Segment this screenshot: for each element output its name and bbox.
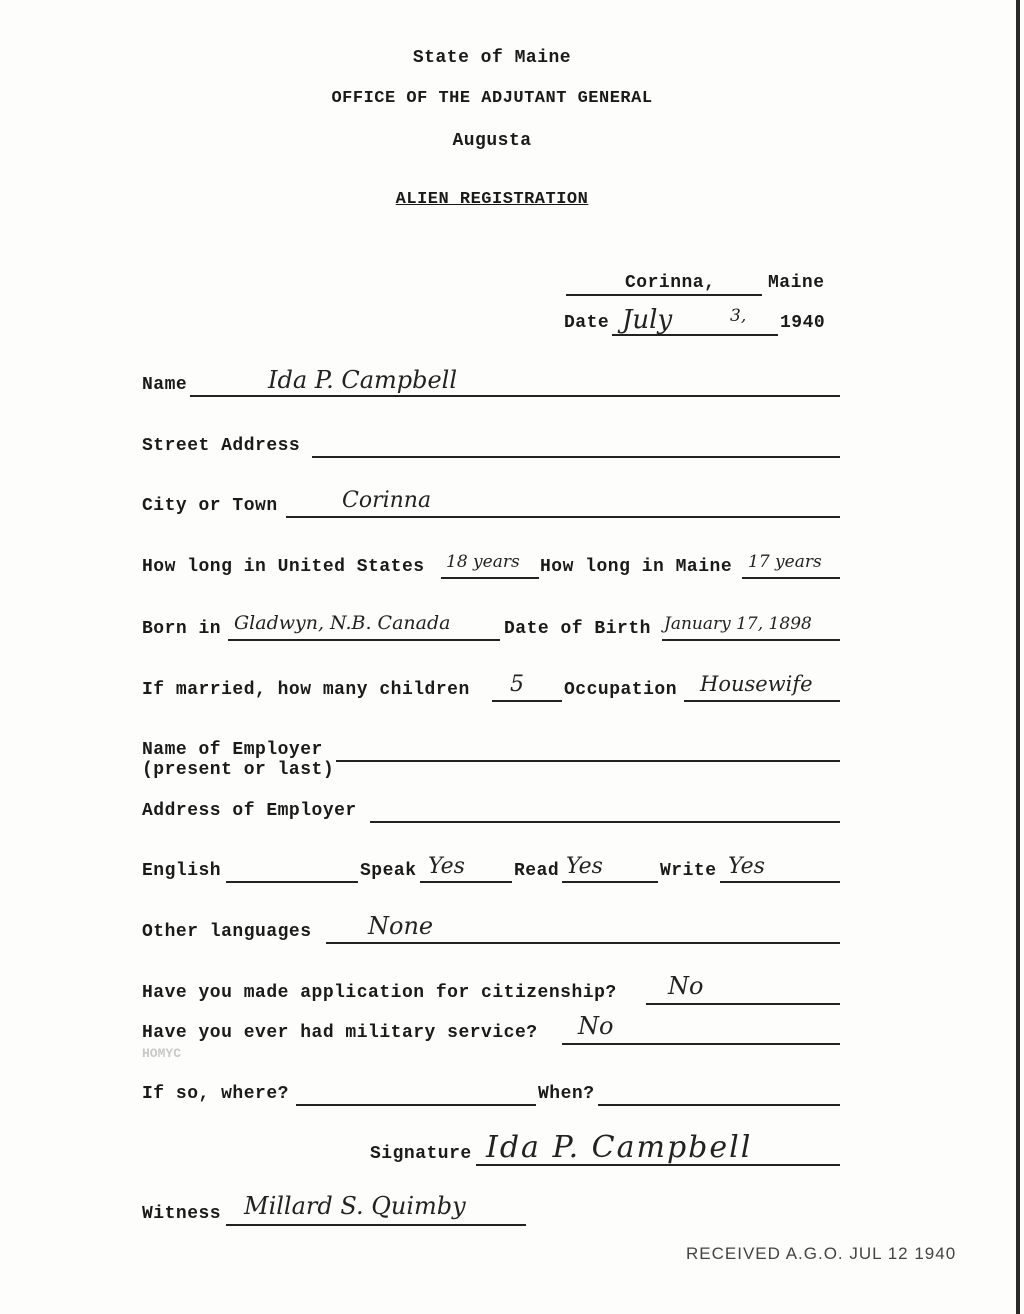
date-year: 1940 [780,313,826,333]
read-value: Yes [566,854,603,879]
children-line [492,700,562,702]
date-label: Date [564,313,610,333]
street-label: Street Address [142,436,301,456]
dob-line [662,639,840,641]
place-town: Corinna, [625,273,716,293]
when-label: When? [538,1084,595,1104]
write-line [720,881,840,883]
when-line [598,1104,840,1106]
received-stamp: RECEIVED A.G.O. JUL 12 1940 [686,1244,957,1263]
read-label: Read [514,861,560,881]
born-in-line [228,639,500,641]
header-city: Augusta [452,131,532,151]
occupation-line [684,700,840,702]
employer-name-label: Name of Employer [142,740,323,760]
english-line [226,881,358,883]
how-long-us-label: How long in United States [142,557,425,577]
speak-line [420,881,512,883]
city-value: Corinna [342,488,432,513]
occupation-value: Housewife [700,672,813,696]
header-office: OFFICE OF THE ADJUTANT GENERAL [331,89,653,108]
name-value: Ida P. Campbell [268,366,458,394]
write-value: Yes [728,854,765,879]
other-languages-value: None [368,912,434,940]
children-label: If married, how many children [142,680,470,700]
speak-label: Speak [360,861,417,881]
citizenship-label: Have you made application for citizenship? [142,983,617,1003]
street-line [312,456,840,458]
write-label: Write [660,861,717,881]
form-title: ALIEN REGISTRATION [395,190,589,209]
how-long-maine-label: How long in Maine [540,557,733,577]
scan-edge [1016,0,1020,1314]
military-value: No [578,1012,614,1040]
name-line [190,395,840,397]
read-line [562,881,658,883]
place-state: Maine [768,273,825,293]
witness-value: Millard S. Quimby [244,1192,466,1220]
how-long-us-line [441,577,539,579]
place-line [566,294,762,296]
signature-value: Ida P. Campbell [486,1130,753,1165]
city-label: City or Town [142,496,278,516]
how-long-maine-line [742,577,840,579]
where-label: If so, where? [142,1084,289,1104]
born-in-label: Born in [142,619,222,639]
witness-label: Witness [142,1204,222,1224]
employer-address-label: Address of Employer [142,801,357,821]
other-languages-line [326,942,840,944]
born-in-value: Gladwyn, N.B. Canada [234,612,451,634]
english-label: English [142,861,222,881]
city-line [286,516,840,518]
header-state: State of Maine [412,48,572,68]
employer-name-sublabel: (present or last) [142,760,335,780]
date-day: 3, [730,306,747,326]
where-line [296,1104,536,1106]
employer-name-line [336,760,840,762]
citizenship-line [646,1003,840,1005]
children-value: 5 [510,672,524,697]
occupation-label: Occupation [564,680,678,700]
how-long-maine-value: 17 years [748,552,822,572]
name-label: Name [142,375,188,395]
citizenship-value: No [668,972,704,1000]
witness-line [226,1224,526,1226]
dob-value: January 17, 1898 [664,614,812,634]
military-line [562,1043,840,1045]
date-month: July [622,305,673,335]
signature-label: Signature [370,1144,472,1164]
how-long-us-value: 18 years [446,552,520,572]
employer-address-line [370,821,840,823]
speak-value: Yes [428,854,465,879]
dob-label: Date of Birth [504,619,651,639]
bleed-through-text: HOMYC [142,1046,182,1061]
military-label: Have you ever had military service? [142,1023,538,1043]
other-languages-label: Other languages [142,922,312,942]
